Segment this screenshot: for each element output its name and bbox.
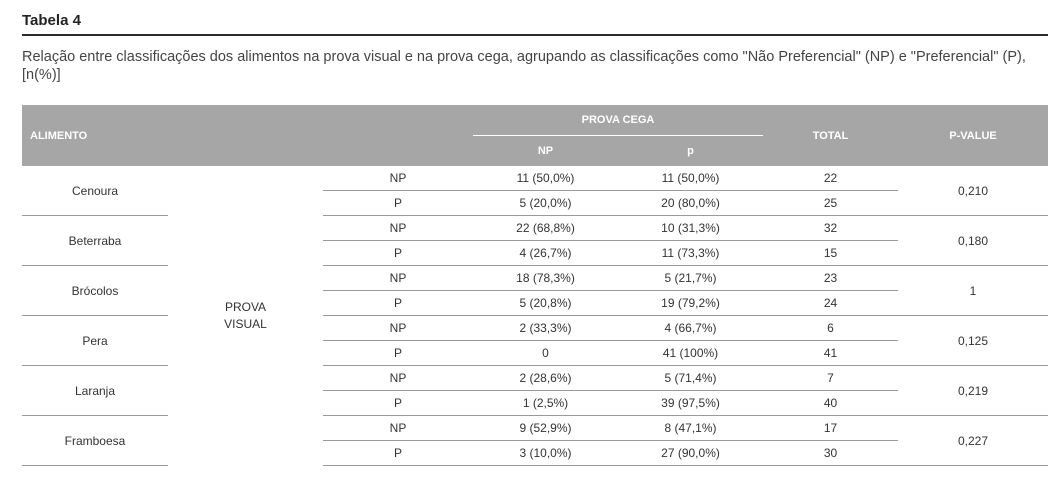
table-title: Tabela 4 xyxy=(22,12,81,29)
cell-total: 7 xyxy=(763,366,898,391)
prova-visual-line1: PROVA xyxy=(224,299,267,314)
header-blank-2 xyxy=(323,105,473,166)
cell-total: 24 xyxy=(763,291,898,316)
data-table xyxy=(22,105,1048,466)
cell-cega-np: 2 (28,6%) xyxy=(473,366,618,391)
cell-cega-p: 19 (79,2%) xyxy=(618,291,763,316)
cell-cega-p: 10 (31,3%) xyxy=(618,216,763,241)
header-total: TOTAL xyxy=(763,105,898,166)
cell-visual-label: NP xyxy=(323,416,473,441)
cell-cega-np: 11 (50,0%) xyxy=(473,166,618,191)
cell-visual-label: NP xyxy=(323,166,473,191)
cell-alimento: Beterraba xyxy=(22,216,168,266)
cell-total: 32 xyxy=(763,216,898,241)
cell-total: 17 xyxy=(763,416,898,441)
cell-cega-np: 5 (20,8%) xyxy=(473,291,618,316)
cell-visual-label: NP xyxy=(323,316,473,341)
cell-visual-label: P xyxy=(323,191,473,216)
header-alimento: ALIMENTO xyxy=(22,105,168,166)
table-row xyxy=(22,166,1048,191)
cell-pvalue: 0,210 xyxy=(898,166,1048,216)
cell-alimento: Framboesa xyxy=(22,416,168,466)
cell-pvalue: 0,180 xyxy=(898,216,1048,266)
cell-cega-np: 18 (78,3%) xyxy=(473,266,618,291)
header-cega-p: p xyxy=(618,136,763,167)
cell-total: 6 xyxy=(763,316,898,341)
cell-total: 15 xyxy=(763,241,898,266)
cell-pvalue: 1 xyxy=(898,266,1048,316)
cell-visual-label: NP xyxy=(323,366,473,391)
cell-cega-p: 5 (21,7%) xyxy=(618,266,763,291)
cell-cega-p: 8 (47,1%) xyxy=(618,416,763,441)
cell-visual-label: P xyxy=(323,391,473,416)
cell-cega-p: 20 (80,0%) xyxy=(618,191,763,216)
cell-alimento: Brócolos xyxy=(22,266,168,316)
cell-visual-label: P xyxy=(323,441,473,466)
cell-cega-p: 5 (71,4%) xyxy=(618,366,763,391)
cell-cega-np: 3 (10,0%) xyxy=(473,441,618,466)
cell-visual-label: P xyxy=(323,241,473,266)
table-body xyxy=(22,166,1048,466)
cell-cega-p: 11 (73,3%) xyxy=(618,241,763,266)
cell-cega-np: 1 (2,5%) xyxy=(473,391,618,416)
cell-cega-np: 5 (20,0%) xyxy=(473,191,618,216)
cell-alimento: Cenoura xyxy=(22,166,168,216)
header-blank-1 xyxy=(168,105,323,166)
cell-cega-p: 11 (50,0%) xyxy=(618,166,763,191)
cell-total: 25 xyxy=(763,191,898,216)
header-pvalue: P-VALUE xyxy=(898,105,1048,166)
cell-total: 30 xyxy=(763,441,898,466)
cell-total: 40 xyxy=(763,391,898,416)
cell-cega-p: 27 (90,0%) xyxy=(618,441,763,466)
cell-cega-np: 0 xyxy=(473,341,618,366)
cell-pvalue: 0,227 xyxy=(898,416,1048,466)
cell-prova-visual xyxy=(168,166,323,466)
cell-pvalue: 0,219 xyxy=(898,366,1048,416)
cell-cega-np: 22 (68,8%) xyxy=(473,216,618,241)
cell-cega-p: 41 (100%) xyxy=(618,341,763,366)
prova-visual-line2: VISUAL xyxy=(224,316,267,331)
cell-cega-np: 2 (33,3%) xyxy=(473,316,618,341)
cell-total: 41 xyxy=(763,341,898,366)
cell-cega-p: 4 (66,7%) xyxy=(618,316,763,341)
cell-pvalue: 0,125 xyxy=(898,316,1048,366)
header-cega-np: NP xyxy=(473,136,618,167)
cell-total: 23 xyxy=(763,266,898,291)
cell-cega-np: 4 (26,7%) xyxy=(473,241,618,266)
cell-visual-label: P xyxy=(323,291,473,316)
cell-cega-np: 9 (52,9%) xyxy=(473,416,618,441)
cell-cega-p: 39 (97,5%) xyxy=(618,391,763,416)
cell-alimento: Laranja xyxy=(22,366,168,416)
cell-visual-label: P xyxy=(323,341,473,366)
cell-alimento: Pera xyxy=(22,316,168,366)
title-divider xyxy=(22,34,1048,36)
cell-visual-label: NP xyxy=(323,216,473,241)
cell-total: 22 xyxy=(763,166,898,191)
cell-visual-label: NP xyxy=(323,266,473,291)
table-caption: Relação entre classificações dos alimentos na prova visual e na prova cega, agrupando as classificações como "Não Preferencial" (NP) e "Preferencial" (P), [n(%)] xyxy=(22,49,1026,83)
header-prova-cega: PROVA CEGA xyxy=(473,105,763,136)
